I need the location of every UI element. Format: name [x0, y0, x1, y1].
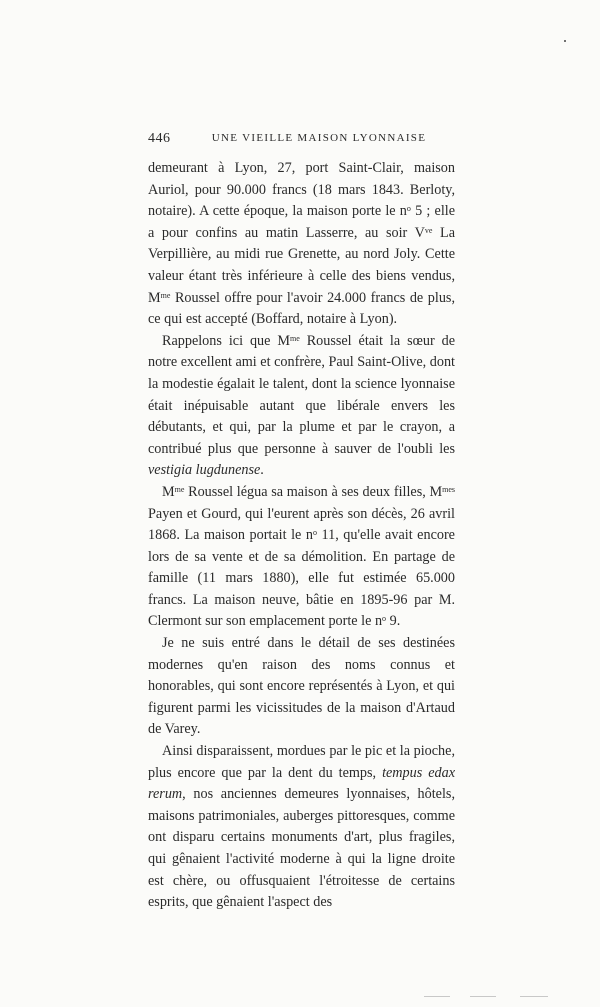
page-number: 446: [148, 131, 171, 146]
paragraph-4: Je ne suis entré dans le détail de ses destinées modernes qu'en raison des noms connus et honorables, qui sont encore représentés à Lyon, et qui figurent parmi les vicissitudes de la maison d'Artaud de Varey.: [148, 635, 455, 738]
body-text: [148, 158, 455, 914]
paragraph-3: $M^{me}$ Roussel légua sa maison à ses deux filles, $M^{mes}$ Payen et Gourd, qui l'eurent après son décès, 26 avril 1868. La maison portait le $n^o$ 11, qu'elle avait encore lors de sa vente et de sa démolition. En partage de famille (11 mars 1880), elle fut estimée 65.000 francs. La maison neuve, bâtie en 1895-96 par M. Clermont sur son emplacement porte le $n^o$ 9.: [148, 483, 455, 630]
paragraph-1: demeurant à Lyon, 27, port Saint-Clair, maison Auriol, pour 90.000 francs (18 mars 1843. Berloty, notaire). A cette époque, la maison porte le $n^o$ 5 ; elle a pour confins au matin Lasserre, au soir $V^{ve}$ La Verpillière, au midi rue Grenette, au nord Joly. Cette valeur étant très inférieure à celle des biens vendus, $M^{me}$ Roussel offre pour l'avoir 24.000 francs de plus, ce qui est accepté (Boffard, notaire à Lyon).: [148, 160, 456, 328]
scan-line: [424, 996, 450, 997]
scan-line: [470, 996, 496, 997]
paragraph-2: Rappelons ici que $M^{me}$ Roussel était la sœur de notre excellent ami et confrère, Paul Saint-Olive, dont la modestie égalait le talent, dont la science lyonnaise était inépuisable autant que libérale envers les débutants, et qui, par la plume et par le crayon, a contribué plus que personne à sauver de l'oubli les vestigia lugdunense.: [148, 332, 455, 479]
scan-line: [520, 996, 548, 997]
running-title: UNE VIEILLE MAISON LYONNAISE: [211, 132, 427, 144]
page-header: [148, 131, 458, 151]
paragraph-5: Ainsi disparaissent, mordues par le pic et la pioche, plus encore que par la dent du temps, tempus edax rerum, nos anciennes demeures lyonnaises, hôtels, maisons patrimoniales, auberges pittoresques, comme ont disparu certains monuments d'art, plus fragiles, qui gênaient l'activité moderne à qui la ligne droite est chère, ou offusquaient l'étroitesse de certains esprits, que gênaient l'aspect des: [148, 743, 456, 911]
scan-dot: [564, 40, 566, 42]
